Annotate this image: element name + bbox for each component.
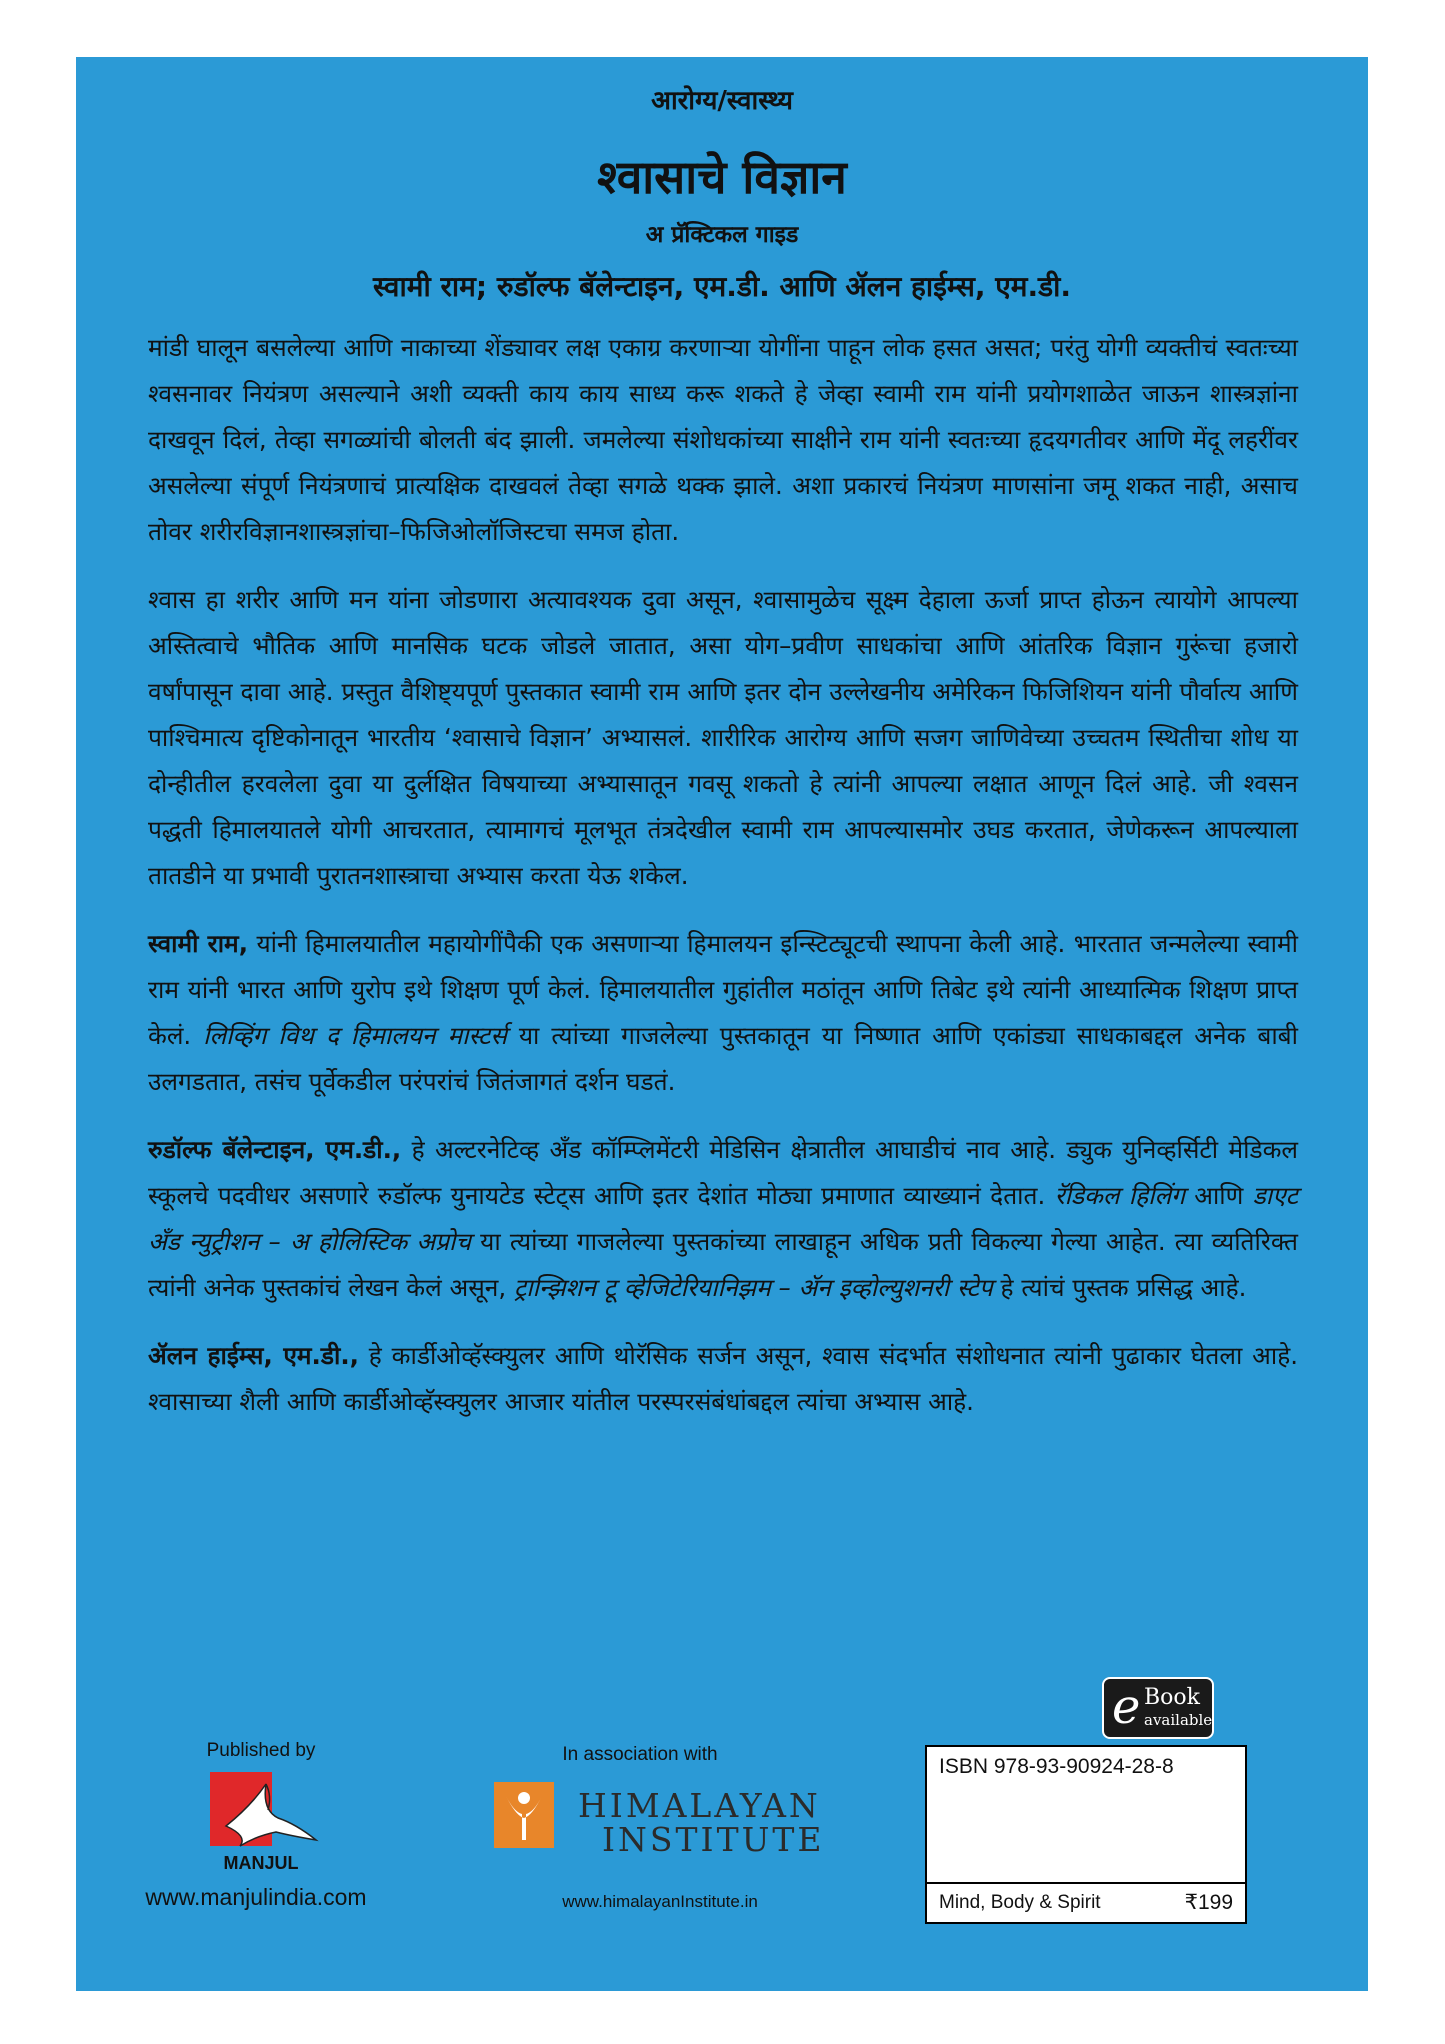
himalayan-name-line1: HIMALAYAN <box>578 1786 821 1825</box>
association-label: In association with <box>562 1744 718 1765</box>
book-reference: डाएट अँड न्युट्रीशन – अ होलिस्टिक अप्रोच <box>148 1181 1298 1256</box>
ebook-e-letter: e <box>1112 1679 1141 1735</box>
book-reference: रॅडिकल हिलिंग <box>1054 1181 1185 1210</box>
bio-text: आणि <box>1184 1181 1253 1210</box>
himalayan-name-line2: INSTITUTE <box>602 1820 825 1859</box>
bio-text: यांनी हिमालयातील महायोगींपैकी एक असणाऱ्या हिमालयन इन्स्टिट्यूटची स्थापना केली आहे. भारतात जन्मलेल्या स्वामी राम यांनी भारत आणि युरोप इथे शिक्षण पूर्ण केलं. हिमालयातील गुहांतील मठांतून आणि तिबेट इथे त्यांनी आध्यात्मिक शिक्षण प्राप्त केलं. <box>148 929 1298 1050</box>
isbn-number: ISBN 978-93-90924-28-8 <box>939 1755 1174 1778</box>
manjul-logo-icon <box>196 1766 326 1876</box>
author-name: रुडॉल्फ बॅलेन्टाइन, एम.डी., <box>148 1135 402 1164</box>
author-bio-swami-rama <box>148 921 1298 1105</box>
book-reference: लिव्हिंग विथ द हिमालयन मास्टर्स <box>203 1021 507 1050</box>
bio-text: हे कार्डीओव्हॅस्क्युलर आणि थोरॅसिक सर्जन असून, श्वास संदर्भात संशोधनात त्यांनी पुढाकार घेतला आहे. श्वासाच्या शैली आणि कार्डीओव्हॅस्क्युलर आजार यांतील परस्परसंबंधांबद्दल त्यांचा अभ्यास आहे. <box>148 1341 1298 1416</box>
blurb-paragraph-2: श्वास हा शरीर आणि मन यांना जोडणारा अत्यावश्यक दुवा असून, श्वासामुळेच सूक्ष्म देहाला ऊर्जा प्राप्त होऊन त्यायोगे आपल्या अस्तित्वाचे भौतिक आणि मानसिक घटक जोडले जातात, असा योग–प्रवीण साधकांचा आणि आंतरिक विज्ञान गुरूंचा हजारो वर्षांपासून दावा आहे. प्रस्तुत वैशिष्ट्यपूर्ण पुस्तकात स्वामी राम आणि इतर दोन उल्लेखनीय अमेरिकन फिजिशियन यांनी पौर्वात्य आणि पाश्चिमात्य दृष्टिकोनातून भारतीय ‘श्वासाचे विज्ञान’ अभ्यासलं. शारीरिक आरोग्य आणि सजग जाणिवेच्या उच्चतम स्थितीचा शोध या दोन्हीतील हरवलेला दुवा या दुर्लक्षित विषयाच्या अभ्यासातून गवसू शकतो हे त्यांनी आपल्या लक्षात आणून दिलं आहे. जी श्वसन पद्धती हिमालयातले योगी आचरतात, त्यामागचं मूलभूत तंत्रदेखील स्वामी राम आपल्यासमोर उघड करतात, जेणेकरून आपल्याला तातडीने या प्रभावी पुरातनशास्त्राचा अभ्यास करता येऊ शकेल. <box>148 585 1298 890</box>
himalayan-institute-logo-icon <box>494 1782 554 1848</box>
author-bio-rudolph <box>148 1127 1298 1311</box>
isbn-footer <box>927 1882 1245 1922</box>
book-reference: ट्रान्झिशन टू व्हेजिटेरियानिझम – ॲन इव्होल्युशनरी स्टेप <box>513 1273 993 1302</box>
isbn-box <box>925 1745 1247 1924</box>
author-bio-alan <box>148 1333 1298 1425</box>
blurb-paragraph-1: मांडी घालून बसलेल्या आणि नाकाच्या शेंड्यावर लक्ष एकाग्र करणाऱ्या योगींना पाहून लोक हसत असत; परंतु योगी व्यक्तीचं स्वतःच्या श्वसनावर नियंत्रण असल्याने अशी व्यक्ती काय काय साध्य करू शकते हे जेव्हा स्वामी राम यांनी प्रयोगशाळेत जाऊन शास्त्रज्ञांना दाखवून दिलं, तेव्हा सगळ्यांची बोलती बंद झाली. जमलेल्या संशोधकांच्या साक्षीने राम यांनी स्वतःच्या हृदयगतीवर आणि मेंदू लहरींवर असलेल्या संपूर्ण नियंत्रणाचं प्रात्यक्षिक दाखवलं तेव्हा सगळे थक्क झाले. अशा प्रकारचं नियंत्रण माणसांना जमू शकत नाही, असाच तोवर शरीरविज्ञानशास्त्रज्ञांचा–फिजिओलॉजिस्टचा समज होता. <box>148 333 1298 546</box>
manjul-logo-text: MANJUL <box>223 1853 299 1873</box>
publisher-website[interactable]: www.manjulindia.com <box>145 1884 367 1910</box>
bio-text: हे अल्टरनेटिव्ह अँड कॉम्प्लिमेंटरी मेडिसिन क्षेत्रातील आघाडीचं नाव आहे. ड्युक युनिव्हर्सिटी मेडिकल स्कूलचे पदवीधर असणारे रुडॉल्फ युनायटेड स्टेट्स आणि इतर देशांत मोठ्या प्रमाणात व्याख्यानं देतात. <box>148 1135 1298 1210</box>
category-label: आरोग्य/स्वास्थ्य <box>651 86 793 116</box>
bio-text: या त्यांच्या गाजलेल्या पुस्तकातून या निष्णात आणि एकांड्या साधकाबद्दल अनेक बाबी उलगडतात, तसंच पूर्वेकडील परंपरांचं जितंजागतं दर्शन घडतं. <box>148 1021 1298 1096</box>
author-name: स्वामी राम, <box>148 929 249 958</box>
book-title: श्वासाचे विज्ञान <box>597 150 847 204</box>
himalayan-website[interactable]: www.himalayanInstitute.in <box>562 1892 758 1911</box>
ebook-available-text: available <box>1144 1711 1213 1729</box>
book-price: ₹199 <box>1184 1891 1233 1914</box>
blurb <box>148 325 1298 1447</box>
ebook-badge <box>1102 1677 1214 1739</box>
bio-text: या त्यांच्या गाजलेल्या पुस्तकांच्या लाखाहून अधिक प्रती विकल्या गेल्या आहेत. त्या व्यतिरिक्त त्यांनी अनेक पुस्तकांचं लेखन केलं असून, <box>148 1227 1298 1302</box>
author-name: ॲलन हाईम्स, एम.डी., <box>148 1341 359 1370</box>
book-subtitle: अ प्रॅक्टिकल गाइड <box>645 222 799 248</box>
ebook-book-text: Book <box>1144 1685 1200 1710</box>
book-authors: स्वामी राम; रुडॉल्फ बॅलेन्टाइन, एम.डी. आणि ॲलन हाईम्स, एम.डी. <box>373 270 1071 303</box>
book-category: Mind, Body & Spirit <box>939 1892 1101 1913</box>
bio-text: हे त्यांचं पुस्तक प्रसिद्ध आहे. <box>992 1273 1247 1302</box>
published-by-label: Published by <box>206 1740 316 1761</box>
